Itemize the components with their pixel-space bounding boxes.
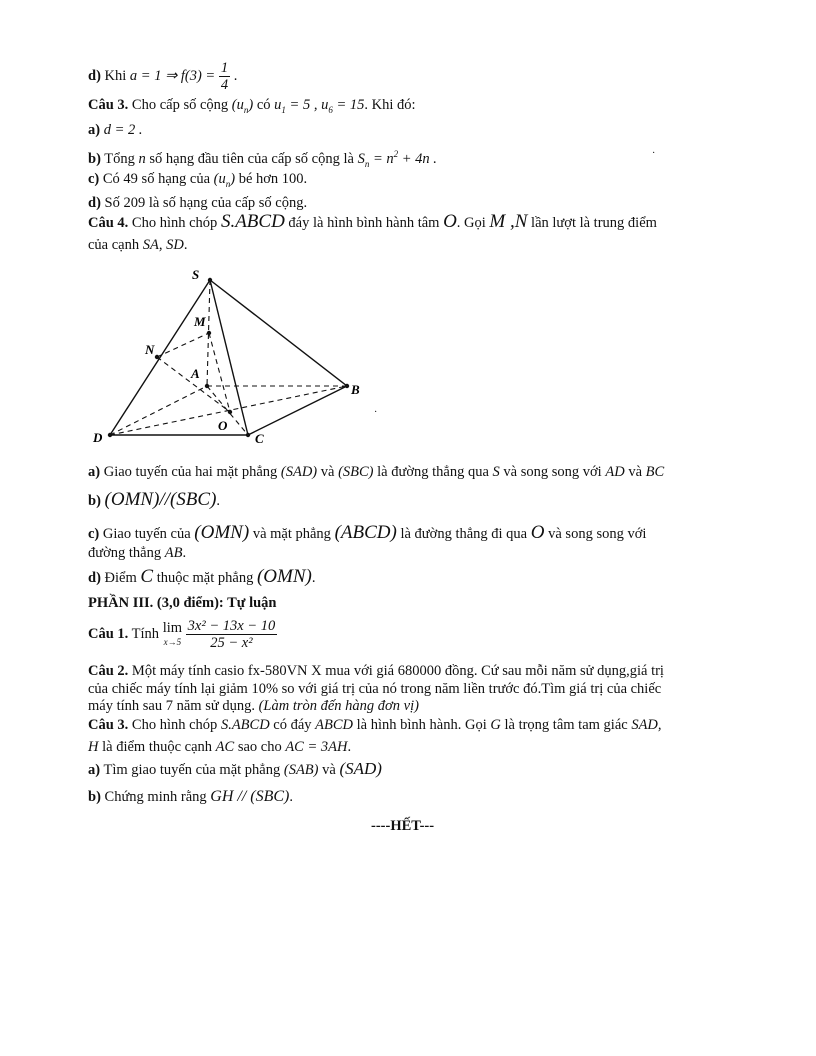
q4-stem-line1 [88,213,657,232]
part3-title: PHẦN III. (3,0 điểm): Tự luận [88,595,277,611]
limit-operator [163,621,182,649]
speck: · [374,407,378,418]
item-text: bé hơn 100. [238,171,308,187]
u1-symbol: u [274,97,282,113]
question-text: có đáy [273,717,312,733]
punct: . [233,67,238,84]
math-symbol: (SAB) [283,762,319,778]
seq-symbol: (u [231,97,244,113]
item-label: d) [88,67,101,84]
punct: . [216,493,221,509]
fraction [186,618,278,651]
item-text: và song song với [548,526,647,542]
q4-item-d [88,566,315,589]
question-text: Tính [131,625,160,642]
item-text: Tìm giao tuyến của mặt phẳng [103,762,281,778]
math-symbol: ABCD [315,717,354,733]
u6-symbol: u [321,97,329,113]
math-symbol: (ABCD) [334,522,397,543]
subscript: n [243,104,249,115]
q3-item-b [88,145,437,173]
label-N: N [145,342,155,357]
q4-stem-line2 [88,236,187,254]
math-expression: AC = 3AH [285,739,348,755]
u6-value: = 15 [336,97,365,113]
p3-item-b [88,788,293,806]
subscript: n [225,178,231,189]
edge-SB [210,280,347,386]
item-text: d = 2 . [103,122,143,138]
subscript: 1 [281,104,286,115]
note-text: (Làm tròn đến hàng đơn vị) [258,698,419,714]
item-text: Tổng [104,150,135,167]
math-symbol: AC [215,739,235,755]
sum-symbol: S [357,150,365,167]
question-title: Câu 2. [88,663,129,679]
q4-item-a [88,463,664,481]
item-label: a) [88,464,101,480]
item-text: là đường thẳng qua [377,464,489,480]
item-text: và [320,464,335,480]
math-symbol: (SAD) [339,759,382,778]
question-text: Cho hình chóp [131,717,218,733]
item-text: Số 209 là số hạng của cấp số cộng. [104,195,308,211]
question-text: Cho hình chóp [131,215,218,231]
question-text: máy tính sau 7 năm sử dụng. [88,698,255,714]
item-text: và [628,464,642,480]
item-text: Giao tuyến của [102,526,191,542]
p1-question [88,618,277,651]
math-symbol: SA, SD [142,237,184,253]
q4-item-c-line1 [88,522,646,545]
label-B: B [351,382,360,397]
math-symbol: S.ABCD [220,717,270,733]
question-text: là hình bình hành. Gọi [356,717,487,733]
math-symbol: BC [645,464,665,480]
label-M: M [194,314,206,329]
item-text: là đường thẳng đi qua [400,526,528,542]
superscript: 2 [393,149,399,159]
question-text: lần lượt là trung điểm [531,215,657,231]
math-expression: a = 1 ⇒ f(3) = [129,67,216,84]
item-label: c) [88,171,100,187]
item-text: Khi [104,67,127,84]
math-symbol: G [490,717,501,733]
punct: . [183,237,188,253]
math-symbol: (SBC) [338,464,374,480]
paren: ) [230,171,236,187]
item-label: a) [88,762,101,778]
item-text: Có 49 số hạng của [102,171,211,187]
punct: . [182,545,187,561]
math-expression: = n [372,150,394,167]
question-text: . Khi đó: [364,97,416,113]
math-symbol: C [140,566,154,587]
item-label: b) [88,150,101,167]
denominator: 4 [220,77,229,93]
item-text: và [322,762,336,778]
item-text: thuộc mặt phẳng [156,570,254,586]
speck: · [652,148,656,159]
math-symbol: n [138,150,146,167]
p2-line3 [88,697,419,715]
math-symbol: (SAD) [280,464,318,480]
paren: ) [248,97,254,113]
item-text: Giao tuyến của hai mặt phẳng [103,464,278,480]
fraction [219,60,230,93]
math-symbol: AD [605,464,625,480]
question-text: có [256,97,271,113]
math-symbol: (OMN) [256,566,312,587]
q4-item-c-line2 [88,544,186,562]
math-symbol: S [492,464,500,480]
item-text: đường thẳng [88,545,162,561]
item-label: d) [88,195,101,211]
math-symbol: SAD, [631,717,662,733]
label-O: O [218,418,228,433]
question-text: là trọng tâm tam giác [504,717,628,733]
edge-SD [110,280,210,435]
q3-item-c [88,170,307,193]
p3-line1 [88,716,662,734]
item-text: Điểm [104,570,137,586]
item-text: và mặt phẳng [252,526,331,542]
punct: . [311,570,316,586]
math-symbol: (OMN) [194,522,250,543]
q4-item-b [88,488,220,513]
question-text: Một máy tính casio fx-580VN X mua với giá 680000 đồng. Cứ sau mỗi năm sử dụng,giá trị [131,663,664,679]
question-title: Câu 1. [88,625,129,642]
question-text: Cho cấp số cộng [131,97,229,113]
question-text: đáy là hình bình hành tâm [288,215,440,231]
lim-word: lim [162,619,183,636]
seg-NM [157,333,209,357]
subscript: n [364,158,370,169]
q3-item-a [88,121,143,139]
label-C: C [255,431,264,446]
p3-item-a [88,760,382,779]
numerator: 3x² − 13x − 10 [187,618,276,634]
math-symbol: H [88,739,99,755]
end-marker: ----HẾT--- [371,818,435,834]
q3-item-d [88,194,307,212]
lim-subscript: x→5 [163,636,182,647]
item-label: d) [88,570,101,586]
subscript: 6 [328,104,333,115]
question-text: sao cho [237,739,282,755]
math-symbol: M ,N [489,211,528,232]
label-S: S [192,267,200,282]
math-expression: (OMN)//(SBC) [104,489,217,510]
math-symbol: O [530,522,545,543]
q2-item-d [88,60,237,93]
q3-stem [88,96,416,119]
item-text: và song song với [503,464,602,480]
edge-DA [110,386,207,435]
label-D: D [93,430,103,445]
seq-symbol: (u [213,171,226,187]
denominator: 25 − x² [210,635,253,651]
item-text: số hạng đầu tiên của cấp số cộng là [149,150,354,167]
item-label: a) [88,122,101,138]
question-text: là điểm thuộc cạnh [102,739,213,755]
item-label: c) [88,526,100,542]
question-title: Câu 4. [88,215,129,231]
p2-line2: của chiếc máy tính lại giảm 10% so với giá trị của nó trong năm liền trước đó.Tìm giá trị của chiếc [88,681,662,697]
math-symbol: S.ABCD [220,211,285,232]
punct: . [289,789,293,805]
item-label: b) [88,493,101,509]
math-symbol: O [443,211,457,232]
math-expression: + 4n . [401,150,437,167]
p3-line2 [88,738,351,756]
question-text: . Gọi [456,215,486,231]
edge-CB [248,386,347,435]
question-text: của cạnh [88,237,140,253]
numerator: 1 [220,60,229,76]
u1-value: = 5 , [289,97,318,113]
pyramid-figure [85,262,385,452]
question-title: Câu 3. [88,717,129,733]
math-symbol: AB [164,545,183,561]
math-expression: GH // (SBC) [210,788,290,805]
p2-line1 [88,662,664,680]
label-A: A [191,366,200,381]
punct: . [347,739,352,755]
item-label: b) [88,789,101,805]
question-title: Câu 3. [88,97,129,113]
item-text: Chứng minh rằng [104,789,207,805]
